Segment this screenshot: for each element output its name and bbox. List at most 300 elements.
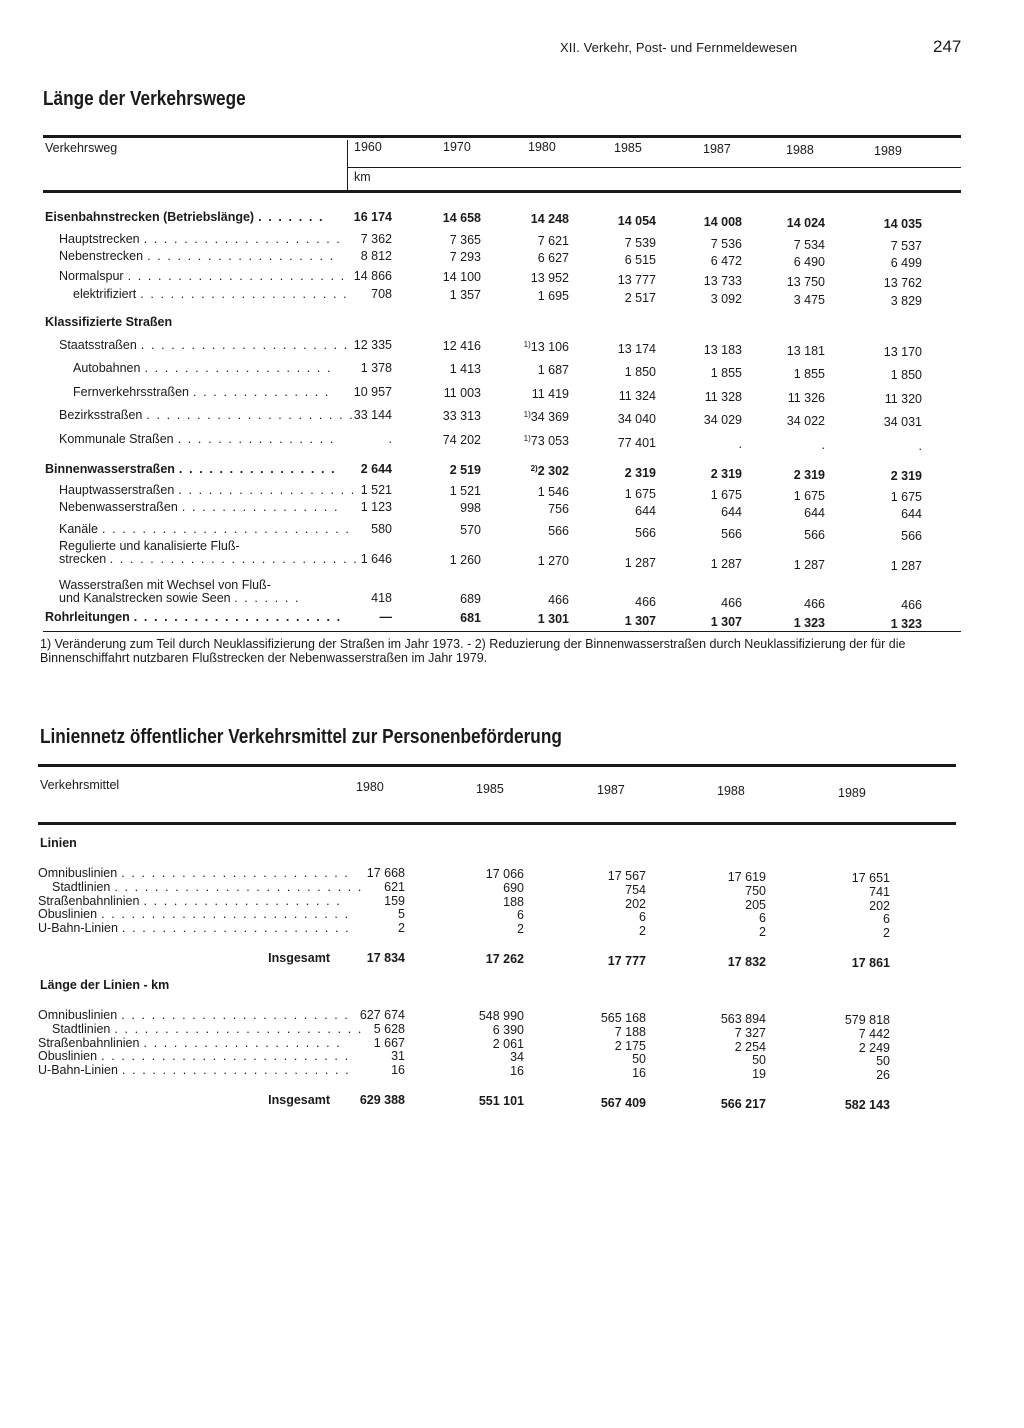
table2-row-label-text: Omnibuslinien	[38, 866, 118, 880]
table1-row-label-text: Autobahnen	[73, 361, 141, 375]
table1-row-label-part: und Kanalstrecken sowie Seen	[59, 591, 235, 605]
table1-cell	[672, 390, 742, 404]
table2-cell: 565 168	[600, 1011, 646, 1025]
table2-cell: 50	[632, 1052, 646, 1067]
table1-cell-value: 11 419	[531, 387, 569, 401]
table2-cell: 627 674	[359, 1008, 405, 1022]
table1-year-1989: 1989	[874, 144, 902, 158]
table1-cell-value: 644	[635, 504, 656, 518]
table2-cell: 750	[745, 883, 766, 898]
table1-cell	[672, 505, 742, 519]
table1-cell-value: 1 675	[710, 488, 742, 502]
table1-cell	[322, 210, 392, 224]
table1-cell-value: 2 517	[624, 291, 656, 305]
table1-cell-value: 1 850	[890, 368, 922, 382]
table1-column-label: Verkehrsweg	[45, 141, 118, 155]
table1-cell-value: 7 365	[449, 233, 481, 247]
table1-row-label	[59, 500, 340, 514]
table1-cell-value: 14 054	[617, 214, 656, 228]
table1-cell-value: 34 031	[883, 415, 922, 429]
table1-row-label-continued	[59, 552, 359, 566]
table1-cell-value: 1 521	[449, 484, 481, 498]
table1-cell	[411, 484, 481, 498]
table2-cell: 621	[384, 879, 405, 894]
table1-cell-value: 566	[721, 527, 742, 541]
table1-cell-value: 2 319	[710, 467, 742, 481]
table1-cell-value: 681	[460, 611, 481, 625]
table1-cell	[499, 340, 569, 354]
table1-cell	[322, 269, 392, 283]
table1-cell	[586, 253, 656, 267]
table1-row-label-text: Klassifizierte Straßen	[45, 315, 173, 329]
table1-cell-value: 566	[548, 524, 569, 538]
table1-cell-value: 580	[371, 522, 392, 536]
table1-cell-value: 34 040	[617, 412, 656, 426]
table1-row-label-text: Kanäle	[59, 522, 98, 536]
table1-cell	[499, 251, 569, 265]
table2-row-label	[38, 893, 342, 908]
table1-cell	[672, 413, 742, 427]
table1-cell	[499, 410, 569, 424]
table1-cell-value: 1 287	[890, 559, 922, 573]
table2-cell: 579 818	[844, 1013, 890, 1027]
table1-cell-value: 14 024	[786, 216, 825, 230]
table1-cell	[411, 409, 481, 423]
table1-cell-value: 570	[460, 523, 481, 537]
table1-cell	[322, 408, 392, 422]
table1-cell	[852, 217, 922, 231]
table1-cell	[411, 523, 481, 537]
footnote-marker: 2)	[530, 464, 538, 473]
leader-dots: . . . . . . . . . . . . . . . . . . . . . . . . .	[109, 552, 359, 566]
table1-cell-value: 1 675	[793, 489, 825, 503]
table2-total-label: Insgesamt	[268, 1093, 330, 1107]
table1-cell	[322, 385, 392, 399]
table2-cell: 202	[625, 896, 646, 911]
table2-row-label-text: U-Bahn-Linien	[38, 921, 118, 936]
leader-dots: . . . . . . .	[234, 591, 301, 605]
table1-cell	[852, 559, 922, 573]
table1-cell-value: 77 401	[617, 436, 656, 450]
table2-title: Liniennetz öffentlicher Verkehrsmittel zur Personenbeförderung	[40, 726, 562, 748]
table1-cell	[411, 288, 481, 302]
table2-total-cell: 17 834	[366, 951, 405, 965]
table1-cell	[322, 361, 392, 375]
table1-cell	[322, 610, 392, 624]
table1-row-label	[59, 269, 346, 283]
table1-cell	[586, 214, 656, 228]
table2-cell: 2 061	[492, 1036, 524, 1051]
table2-row-label	[38, 1035, 342, 1050]
table1-row-label-text: Nebenwasserstraßen	[59, 500, 178, 514]
table2-total-cell: 629 388	[359, 1093, 405, 1107]
table1-cell-value: 2 644	[360, 462, 392, 476]
leader-dots: . . . . . . .	[258, 210, 325, 224]
table1-cell	[586, 365, 656, 379]
leader-dots: . . . . . . . . . . . . . . . .	[178, 462, 337, 476]
table1-cell-value: 13 106	[530, 340, 569, 354]
table2-section1-heading: Linien	[40, 836, 77, 850]
table1-cell	[852, 529, 922, 543]
table1-cell	[586, 389, 656, 403]
table1-cell-value: 3 829	[890, 294, 922, 308]
table1-cell-value: 13 777	[617, 273, 656, 287]
table2-cell: 2 175	[614, 1038, 646, 1053]
table1-cell-value: 11 326	[787, 391, 825, 405]
table1-cell-value: 1 850	[624, 365, 656, 379]
table2-row-label-text: Straßenbahnlinien	[38, 1035, 140, 1050]
table1-cell-value: 644	[721, 505, 742, 519]
table2-row-label	[38, 1008, 350, 1022]
table1-bottom-rule	[43, 631, 961, 632]
table1-cell	[411, 386, 481, 400]
table1-row-label-text: Bezirksstraßen	[59, 408, 143, 422]
table1-cell	[755, 438, 825, 452]
table2-cell: 6	[517, 908, 524, 923]
table1-cell-value: 1 301	[537, 612, 569, 626]
table2-total-cell: 582 143	[844, 1098, 890, 1112]
footnote-marker: 1)	[523, 410, 531, 419]
table2-cell: 548 990	[478, 1009, 524, 1023]
table1-cell	[852, 345, 922, 359]
table2-row-label	[38, 921, 351, 936]
table2-row-label	[38, 1049, 350, 1064]
table1-cell	[755, 275, 825, 289]
table2-cell: 202	[869, 898, 890, 913]
table1-year-1985: 1985	[614, 141, 642, 155]
table1-cell-value: 1 323	[890, 617, 922, 631]
table1-cell-value: 14 658	[442, 211, 481, 225]
table1-cell	[411, 250, 481, 264]
table1-cell-value: 13 183	[703, 343, 742, 357]
table2-top-rule	[38, 764, 956, 767]
table2-cell: 6	[883, 912, 890, 927]
table1-cell	[672, 437, 742, 451]
table2-cell: 754	[625, 882, 646, 897]
leader-dots: . . . . . . . . . . . . . . . . . . . . . . .	[121, 921, 351, 936]
table1-cell	[755, 528, 825, 542]
table1-cell-value: 6 499	[890, 256, 922, 270]
table2-row-label-text: Straßenbahnlinien	[38, 893, 140, 908]
table1-cell-value: 2 319	[624, 466, 656, 480]
table1-cell-value: 1 260	[449, 553, 481, 567]
table2-total-cell: 17 777	[607, 954, 646, 968]
table1-cell-value: 73 053	[530, 434, 569, 448]
leader-dots: . . . . . . . . . . . . . . . .	[177, 432, 335, 446]
table1-cell	[411, 362, 481, 376]
table1-row-label-text: Hauptwasserstraßen	[59, 483, 175, 497]
table2-row-label-text: Obuslinien	[38, 907, 98, 922]
table1-footnote: 1) Veränderung zum Teil durch Neuklassifizierung der Straßen im Jahr 1973. - 2) Reduzierung der Binnenwasserstraßen durch Neuklassifizierung der für die Binnenschiffahrt nutzbaren Flußstrecken der Nebenwasserstraßen im Jahr 1979.	[40, 637, 906, 665]
table1-cell-value: 566	[635, 526, 656, 540]
table1-cell	[322, 500, 392, 514]
table1-row-label	[59, 338, 349, 352]
table1-cell	[755, 558, 825, 572]
table1-cell	[852, 276, 922, 290]
table1-row-label	[73, 287, 349, 301]
table1-cell-value: 418	[371, 591, 392, 605]
table1-cell-value: 1 646	[360, 552, 392, 566]
table2-cell: 19	[752, 1067, 766, 1082]
table1-cell	[411, 433, 481, 447]
table1-cell	[672, 215, 742, 229]
table2-cell: 7 188	[614, 1024, 646, 1039]
table1-cell	[499, 593, 569, 607]
table1-cell	[852, 490, 922, 504]
table1-cell	[672, 615, 742, 629]
table1-cell	[672, 237, 742, 251]
table2-cell: 7 327	[734, 1025, 766, 1040]
table1-cell	[852, 415, 922, 429]
table1-row-label-text: Rohrleitungen	[45, 610, 130, 624]
leader-dots: . . . . . . . . . . . . . . . . . . . .	[143, 232, 342, 246]
table1-cell	[322, 338, 392, 352]
table1-title: Länge der Verkehrswege	[43, 88, 246, 110]
table1-cell	[755, 367, 825, 381]
table1-cell	[852, 617, 922, 631]
table2-cell: 563 894	[720, 1012, 766, 1026]
table1-cell-value: 1 270	[537, 554, 569, 568]
leader-dots: . . . . . . . . . . . . . . . . . . . . . . . . .	[101, 907, 350, 922]
table1-cell	[755, 238, 825, 252]
table1-cell	[672, 366, 742, 380]
leader-dots: . . . . . . . . . . . . . . . . . . . . .	[140, 287, 349, 301]
table2-cell: 2	[883, 926, 890, 941]
table1-row-label-text: Staatsstraßen	[59, 338, 137, 352]
table1-cell	[672, 292, 742, 306]
leader-dots: . . . . . . . . . . . . . . . . . . . . .	[140, 338, 349, 352]
table1-cell-value: 13 174	[617, 342, 656, 356]
table1-cell	[411, 463, 481, 477]
table1-cell	[586, 273, 656, 287]
table1-cell	[755, 391, 825, 405]
leader-dots: . . . . . . . . . . . . . . . . . . . . .	[146, 408, 355, 422]
table2-total-cell: 551 101	[478, 1094, 524, 1108]
page-number: 247	[933, 37, 962, 56]
table1-row-label	[59, 408, 355, 422]
table1-cell	[852, 239, 922, 253]
table1-year-1988: 1988	[786, 143, 814, 157]
leader-dots: . . . . . . . . . . . . . . . . . . . . . . .	[121, 1063, 351, 1078]
table1-cell-value: 7 362	[360, 232, 392, 246]
table1-cell	[755, 468, 825, 482]
table2-cell: 16	[510, 1064, 524, 1079]
table1-cell-value: 756	[548, 502, 569, 516]
table1-year-1960: 1960	[354, 140, 382, 154]
table1-cell	[499, 464, 569, 478]
table2-cell: 5 628	[373, 1021, 405, 1036]
leader-dots: . . . . . . . . . . . . . . . . . . . . . . . . .	[114, 1021, 363, 1036]
table1-cell-value: 1 287	[710, 557, 742, 571]
table1-cell-value: 34 029	[703, 413, 742, 427]
table1-row-label-text: Hauptstrecken	[59, 232, 140, 246]
table2-total-cell: 566 217	[720, 1097, 766, 1111]
table2-cell: 6	[639, 910, 646, 925]
table1-cell-value: 1 307	[624, 614, 656, 628]
table1-cell	[672, 274, 742, 288]
table2-cell: 7 442	[858, 1026, 890, 1041]
table1-cell-value: 7 534	[793, 238, 825, 252]
table1-cell-value: 11 003	[443, 386, 481, 400]
table1-cell-value: 466	[804, 597, 825, 611]
table2-year-1987: 1987	[597, 783, 625, 797]
table1-cell	[322, 522, 392, 536]
table1-cell-value: 1 546	[537, 485, 569, 499]
table1-cell-value: 6 627	[537, 251, 569, 265]
table1-row-label	[45, 610, 342, 624]
leader-dots: . . . . . . . . . . . . . . . .	[181, 500, 340, 514]
table1-row-label	[45, 315, 330, 329]
table2-cell: 17 567	[607, 869, 646, 883]
table1-row-label	[45, 462, 337, 476]
table1-cell-value: 1 675	[624, 487, 656, 501]
table2-cell: 205	[745, 897, 766, 912]
table1-cell	[411, 339, 481, 353]
table2-row-label	[38, 907, 350, 922]
table1-cell	[852, 392, 922, 406]
table1-year-1970: 1970	[443, 140, 471, 154]
table2-cell: 50	[876, 1054, 890, 1069]
footnote-marker: 1)	[523, 434, 531, 443]
table1-cell	[499, 212, 569, 226]
table1-cell	[755, 616, 825, 630]
table1-cell	[586, 504, 656, 518]
table1-cell	[499, 612, 569, 626]
leader-dots: . . . . . . . . . . . . . . . . . . . .	[143, 1035, 342, 1050]
table1-row-label-text: Kommunale Straßen	[59, 432, 174, 446]
table1-cell	[852, 507, 922, 521]
table1-cell-value: 14 248	[530, 212, 569, 226]
table1-cell-value: 13 762	[883, 276, 922, 290]
table1-cell	[586, 236, 656, 250]
table1-cell	[755, 597, 825, 611]
table1-cell	[499, 387, 569, 401]
table1-cell-value: 2 319	[793, 468, 825, 482]
table1-cell	[499, 363, 569, 377]
table2-header-rule	[38, 822, 956, 825]
table1-cell	[586, 436, 656, 450]
table1-cell-value: 13 170	[883, 345, 922, 359]
table1-cell-value: 14 866	[353, 269, 392, 283]
leader-dots: . . . . . . . . . . . . . . . . . . . . .	[133, 610, 342, 624]
table1-cell-value: 1 855	[710, 366, 742, 380]
table1-cell-value: 2 319	[890, 469, 922, 483]
table1-row-label-continued	[59, 591, 330, 605]
table1-cell-value: 8 812	[360, 249, 392, 263]
table1-cell	[755, 255, 825, 269]
table1-cell	[499, 502, 569, 516]
table1-cell-value: 11 320	[884, 392, 922, 406]
table1-cell-value: 3 475	[793, 293, 825, 307]
leader-dots: . . . . . . . . . . . . . . . . . . .	[178, 483, 367, 497]
table1-cell-value: 708	[371, 287, 392, 301]
table2-total-cell: 17 861	[851, 956, 890, 970]
table2-cell: 2	[639, 924, 646, 939]
table1-cell-value: 1 675	[890, 490, 922, 504]
table1-header-rule	[43, 190, 961, 193]
table1-cell-value: 6 490	[793, 255, 825, 269]
table1-cell	[852, 294, 922, 308]
table2-cell: 6	[759, 911, 766, 926]
table1-cell	[586, 526, 656, 540]
table1-cell-value: 14 035	[883, 217, 922, 231]
table1-cell	[322, 591, 392, 605]
table2-total-cell: 567 409	[600, 1096, 646, 1110]
table1-cell	[586, 412, 656, 426]
table2-cell: 17 619	[727, 870, 766, 884]
table2-cell: 26	[876, 1068, 890, 1083]
table1-cell-value: 1 307	[710, 615, 742, 629]
table1-row-label-part: strecken	[59, 552, 110, 566]
table1-cell	[411, 211, 481, 225]
table1-cell-value: 12 335	[353, 338, 392, 352]
table1-cell-value: .	[388, 432, 392, 446]
table1-cell	[499, 554, 569, 568]
table1-cell-value: 34 022	[786, 414, 825, 428]
table1-cell-value: .	[918, 439, 922, 453]
table1-row-label: Wasserstraßen mit Wechsel von Fluß-	[59, 578, 271, 592]
table1-cell-value: 14 008	[703, 215, 742, 229]
table1-cell	[586, 487, 656, 501]
table2-cell: 1 667	[373, 1035, 405, 1050]
table1-cell-value: 74 202	[442, 433, 481, 447]
table1-cell	[322, 249, 392, 263]
table2-cell: 2 254	[734, 1039, 766, 1054]
table1-cell-value: 6 472	[710, 254, 742, 268]
table1-row-label-text: Nebenstrecken	[59, 249, 144, 263]
table2-cell: 16	[391, 1063, 405, 1078]
table1-cell-value: 1 521	[360, 483, 392, 497]
table1-cell	[672, 467, 742, 481]
table1-cell	[411, 233, 481, 247]
leader-dots: . . . . . . . . . . . . . . . . . . . . . .	[127, 269, 346, 283]
table1-cell-value: 466	[721, 596, 742, 610]
table2-cell: 2	[517, 922, 524, 937]
table1-row-label	[59, 522, 351, 536]
table2-cell: 159	[384, 893, 405, 908]
table1-cell-value: 2 519	[449, 463, 481, 477]
table2-row-label-text: Obuslinien	[38, 1049, 98, 1064]
table2-row-label	[52, 879, 363, 894]
table2-row-label	[38, 1063, 351, 1078]
table1-cell-value: .	[821, 438, 825, 452]
leader-dots: . . . . . . . . . . . . . . . . . . . . . . .	[121, 1008, 350, 1022]
table2-cell: 2	[398, 921, 405, 936]
table1-cell-value: 13 750	[786, 275, 825, 289]
table1-cell-value: 11 324	[618, 389, 656, 403]
table1-cell-value: 1 687	[537, 363, 569, 377]
table1-cell-value: 13 733	[703, 274, 742, 288]
table2-section2-heading: Länge der Linien - km	[40, 978, 170, 992]
table1-year-1980: 1980	[528, 140, 556, 154]
table1-cell-value: 2 302	[537, 464, 569, 478]
table1-cell	[322, 287, 392, 301]
table2-cell: 2	[759, 925, 766, 940]
leader-dots: . . . . . . . . . . . . . . . . . . .	[147, 249, 335, 263]
table1-cell-value: 644	[901, 507, 922, 521]
table1-cell-value: 566	[901, 529, 922, 543]
table1-cell-value: 1 123	[360, 500, 392, 514]
table1-row-label: Regulierte und kanalisierte Fluß-	[59, 539, 240, 553]
table1-cell-value: 3 092	[710, 292, 742, 306]
table1-cell	[672, 488, 742, 502]
table1-cell	[586, 614, 656, 628]
table1-year-1987: 1987	[703, 142, 731, 156]
table1-cell-value: 13 952	[530, 271, 569, 285]
table1-cell	[411, 501, 481, 515]
table1-cell-value: 14 100	[442, 270, 481, 284]
table1-cell-value: 466	[635, 595, 656, 609]
